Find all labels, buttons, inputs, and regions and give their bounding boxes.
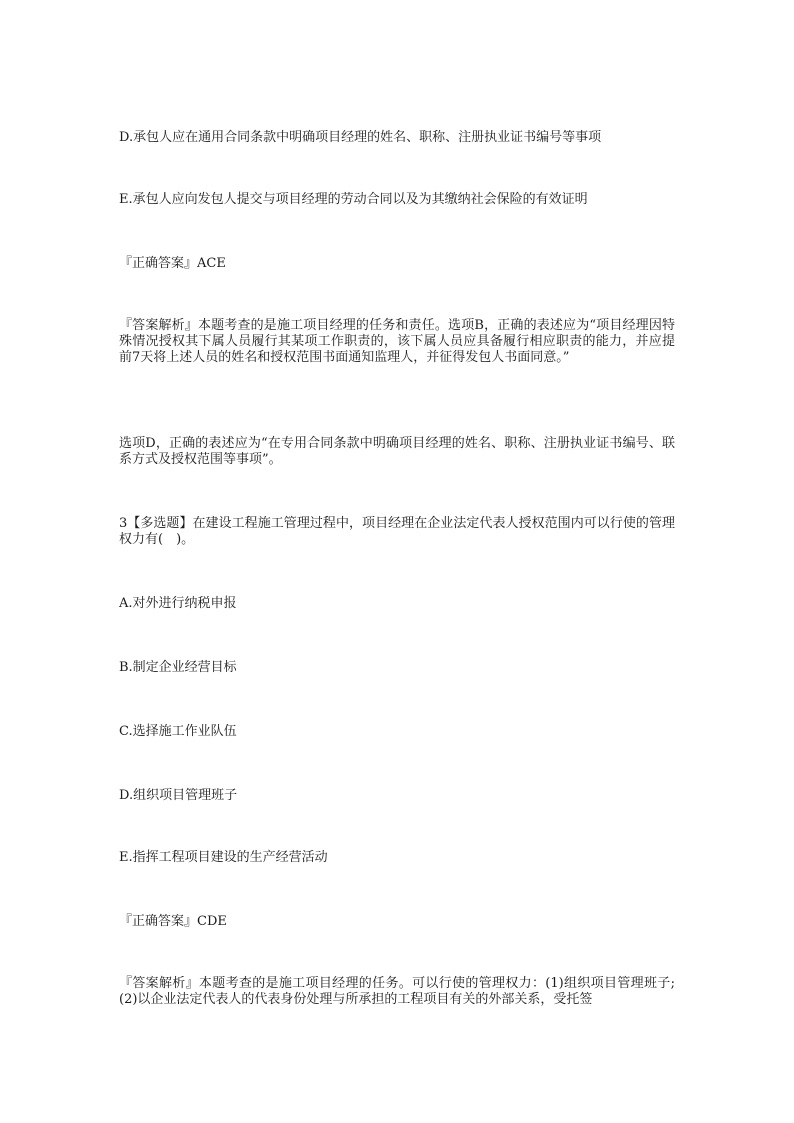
option-d-paragraph: D.承包人应在通用合同条款中明确项目经理的姓名、职称、注册执业证书编号等事项 — [119, 130, 602, 145]
option-e-paragraph: E.承包人应向发包人提交与项目经理的劳动合同以及为其缴纳社会保险的有效证明 — [119, 192, 588, 207]
option-b: B.制定企业经营目标 — [119, 660, 237, 675]
correct-answer-2: 『正确答案』CDE — [119, 914, 227, 929]
answer-analysis-1: 『答案解析』本题考查的是施工项目经理的任务和责任。选项B，正确的表述应为“项目经理因特殊情况授权其下属人员履行其某项工作职责的，该下属人员应具备履行相应职责的能力，并应提前7天将上述人员的姓名和授权范围书面通知监理人，并征得发包人书面同意。” — [119, 318, 675, 365]
question-3: 3【多选题】在建设工程施工管理过程中，项目经理在企业法定代表人授权范围内可以行使的管理权力有( )。 — [119, 516, 675, 547]
option-d: D.组织项目管理班子 — [119, 788, 238, 803]
option-d-explanation: 选项D，正确的表述应为“在专用合同条款中明确项目经理的姓名、职称、注册执业证书编号、联系方式及授权范围等事项”。 — [119, 436, 675, 467]
correct-answer-1: 『正确答案』ACE — [119, 256, 226, 271]
option-a: A.对外进行纳税申报 — [119, 596, 237, 611]
option-c: C.选择施工作业队伍 — [119, 724, 237, 739]
answer-analysis-2: 『答案解析』本题考查的是施工项目经理的任务。可以行使的管理权力：(1)组织项目管理班子;(2)以企业法定代表人的代表身份处理与所承担的工程项目有关的外部关系，受托签 — [119, 976, 675, 1007]
option-e: E.指挥工程项目建设的生产经营活动 — [119, 850, 328, 865]
